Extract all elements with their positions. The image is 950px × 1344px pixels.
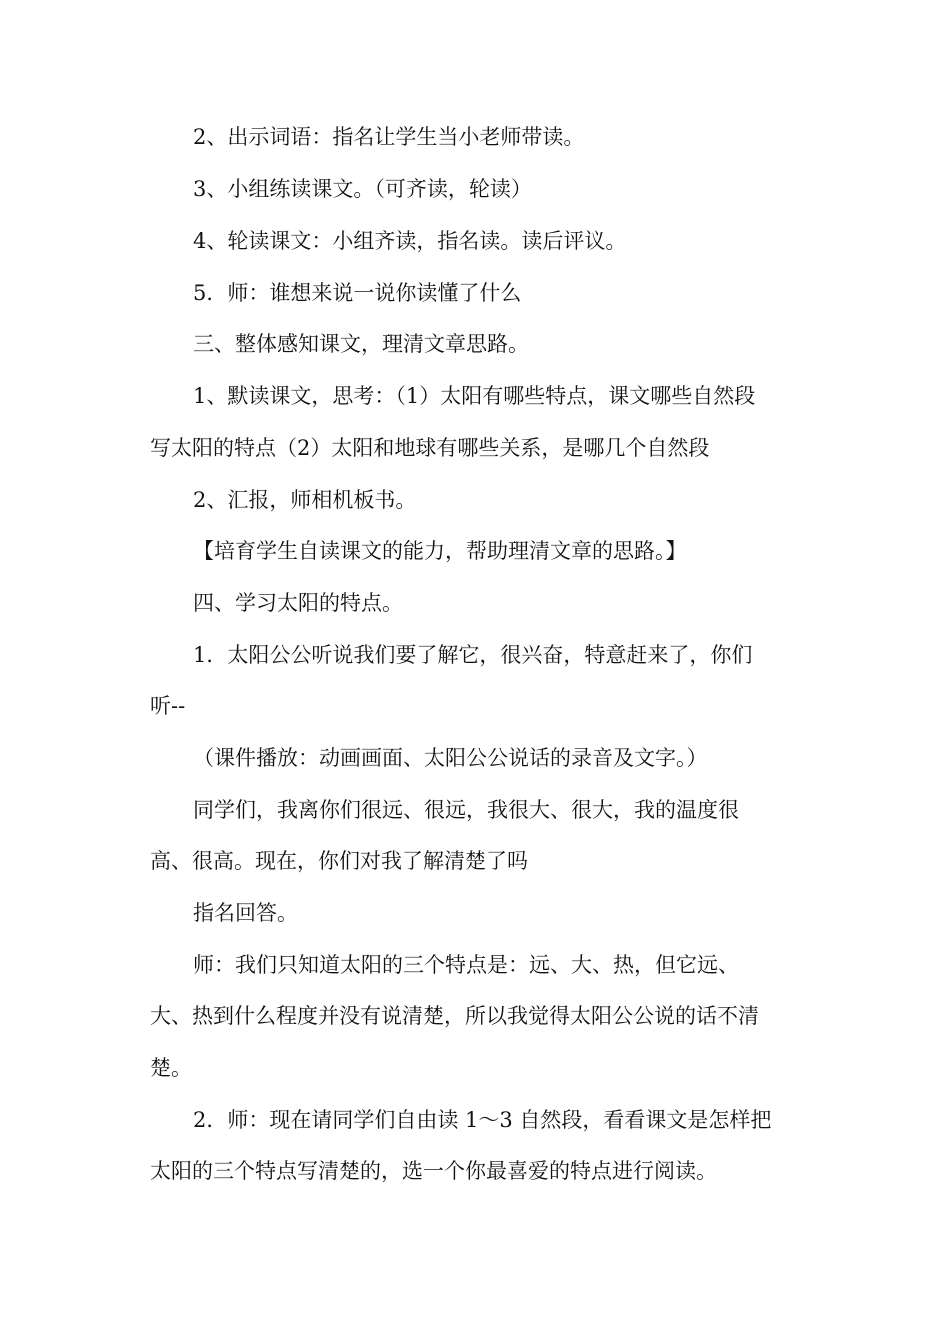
text-line: 师：我们只知道太阳的三个特点是：远、大、热，但它远、 — [193, 953, 739, 977]
text-line: （课件播放：动画画面、太阳公公说话的录音及文字。） — [193, 746, 708, 770]
section-heading: 三、整体感知课文，理清文章思路。 — [193, 332, 529, 356]
text-line: 2、出示词语：指名让学生当小老师带读。 — [193, 125, 585, 149]
text-line: 同学们，我离你们很远、很远，我很大、很大，我的温度很 — [193, 798, 739, 822]
section-heading: 四、学习太阳的特点。 — [193, 591, 403, 615]
text-line: 2．师：现在请同学们自由读 1～3 自然段，看看课文是怎样把 — [193, 1108, 772, 1132]
text-line: 2、汇报，师相机板书。 — [193, 488, 417, 512]
bracket-note: 【培育学生自读课文的能力，帮助理清文章的思路。】 — [193, 539, 687, 563]
text-line: 5．师：谁想来说一说你读懂了什么 — [193, 281, 522, 305]
text-line: 1、默读课文，思考：（1）太阳有哪些特点，课文哪些自然段 — [193, 384, 756, 408]
text-line: 太阳的三个特点写清楚的，选一个你最喜爱的特点进行阅读。 — [150, 1159, 717, 1183]
text-line: 高、很高。现在，你们对我了解清楚了吗 — [150, 849, 528, 873]
text-line: 楚。 — [150, 1056, 192, 1080]
text-line: 听-- — [150, 694, 186, 718]
text-line: 4、轮读课文：小组齐读，指名读。读后评议。 — [193, 229, 627, 253]
text-line: 大、热到什么程度并没有说清楚，所以我觉得太阳公公说的话不清 — [150, 1004, 759, 1028]
text-line: 写太阳的特点（2）太阳和地球有哪些关系，是哪几个自然段 — [150, 436, 710, 460]
text-line: 指名回答。 — [193, 901, 298, 925]
text-line: 3、小组练读课文。（可齐读，轮读） — [193, 177, 532, 201]
text-line: 1．太阳公公听说我们要了解它，很兴奋，特意赶来了，你们 — [193, 643, 753, 667]
